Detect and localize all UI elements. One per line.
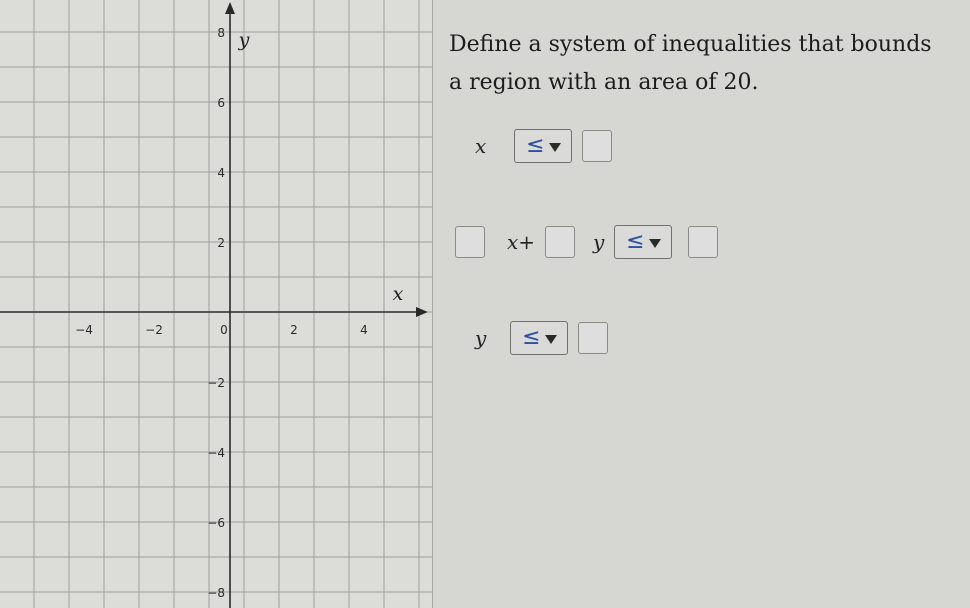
row2-y-coefficient-input[interactable]: [545, 226, 575, 258]
row2-operator: ≤: [626, 229, 645, 254]
y-tick-label: 2: [217, 236, 225, 250]
y-tick-label: −2: [207, 376, 225, 390]
inequality-row-1: [475, 124, 612, 168]
y-tick-label: 4: [217, 166, 225, 180]
chevron-down-icon: [545, 335, 557, 344]
row2-operator-dropdown[interactable]: [614, 225, 672, 259]
row1-value-input[interactable]: [582, 130, 612, 162]
row3-operator: ≤: [522, 325, 541, 350]
y-tick-label: 6: [217, 96, 225, 110]
chevron-down-icon: [549, 143, 561, 152]
x-tick-label: −4: [75, 323, 93, 337]
row3-value-input[interactable]: [578, 322, 608, 354]
row1-variable: x: [475, 134, 487, 158]
y-tick-label: −8: [207, 586, 225, 600]
row1-operator-dropdown[interactable]: [514, 129, 572, 163]
x-tick-label: 4: [360, 323, 368, 337]
y-tick-label: −4: [207, 446, 225, 460]
question-panel: [433, 0, 970, 608]
inequality-row-2: [455, 220, 718, 264]
y-tick-label: 8: [217, 26, 225, 40]
row3-variable: y: [475, 326, 487, 350]
graph-svg[interactable]: [0, 0, 432, 608]
y-axis-label: y: [238, 29, 250, 51]
inequality-row-3: [475, 316, 608, 360]
question-prompt: Define a system of inequalities that bounds a region with an area of 20.: [449, 32, 932, 95]
row2-y-term: y: [593, 230, 605, 254]
row2-x-coefficient-input[interactable]: [455, 226, 485, 258]
row3-operator-dropdown[interactable]: [510, 321, 568, 355]
x-tick-label: 0: [220, 323, 228, 337]
chevron-down-icon: [649, 239, 661, 248]
x-tick-label: −2: [145, 323, 163, 337]
x-axis-label: x: [392, 283, 404, 305]
coordinate-graph[interactable]: [0, 0, 433, 608]
row2-value-input[interactable]: [688, 226, 718, 258]
x-tick-label: 2: [290, 323, 298, 337]
x-axis-arrow: [416, 307, 428, 317]
y-axis-arrow: [225, 2, 235, 14]
row1-operator: ≤: [526, 133, 545, 158]
y-tick-label: −6: [207, 516, 225, 530]
row2-x-term: x+: [507, 230, 536, 254]
